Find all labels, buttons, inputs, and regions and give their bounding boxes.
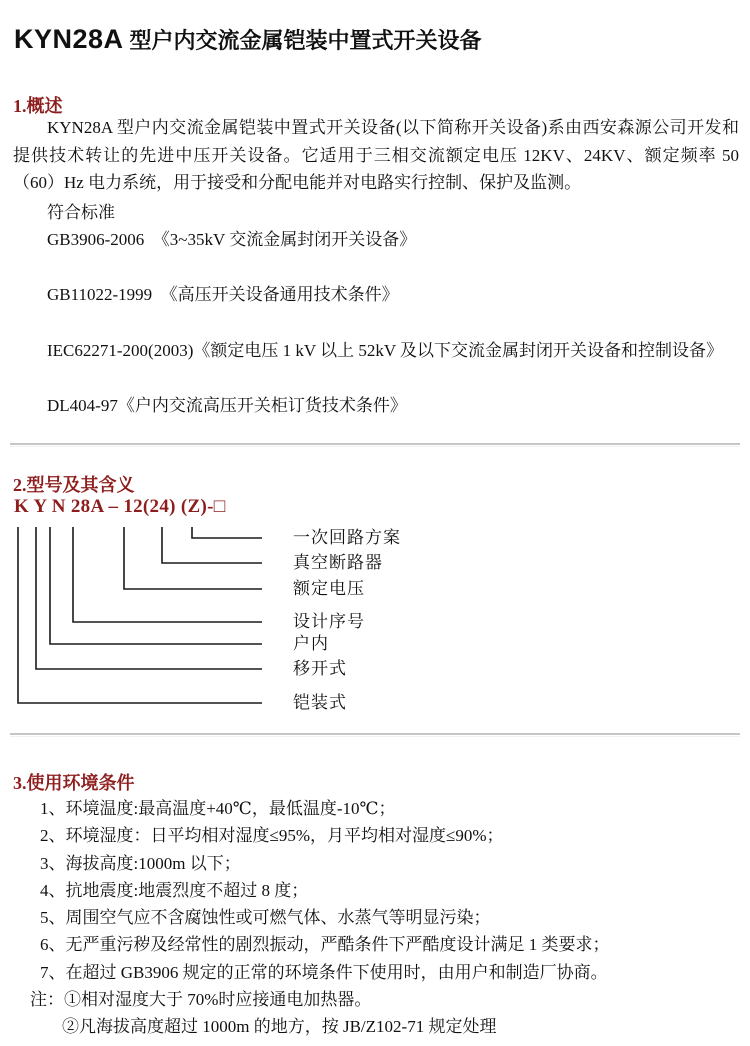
env-condition-item: 6、无严重污秽及经常性的剧烈振动，严酷条件下严酷度设计满足 1 类要求；: [40, 935, 610, 955]
diagram-connector: [162, 527, 262, 563]
standards-title: 符合标准: [47, 203, 115, 222]
diagram-label: 一次回路方案: [293, 528, 401, 547]
diagram-label: 铠装式: [293, 693, 347, 712]
section-divider: [10, 733, 740, 737]
diagram-label: 额定电压: [293, 579, 365, 598]
diagram-label: 真空断路器: [293, 553, 383, 572]
standard-item: GB11022-1999 《高压开关设备通用技术条件》: [47, 285, 399, 304]
standard-item: GB3906-2006 《3~35kV 交流金属封闭开关设备》: [47, 230, 417, 249]
page-title-model: KYN28A: [14, 24, 124, 54]
diagram-connector: [18, 527, 262, 703]
note-line: ②凡海拔高度超过 1000m 的地方，按 JB/Z102-71 规定处理: [62, 1017, 497, 1037]
diagram-connector: [124, 527, 262, 589]
diagram-connector: [50, 527, 262, 644]
env-condition-item: 7、在超过 GB3906 规定的正常的环境条件下使用时，由用户和制造厂协商。: [40, 962, 608, 982]
model-code: K Y N 28A – 12(24) (Z)-□: [14, 496, 226, 517]
model-meaning-diagram: [0, 527, 750, 717]
note-line: 注：①相对湿度大于 70%时应接通电加热器。: [30, 990, 372, 1010]
diagram-label: 户内: [293, 634, 329, 653]
section-3-heading: 3.使用环境条件: [13, 773, 135, 793]
standard-item: DL404-97《户内交流高压开关柜订货技术条件》: [47, 396, 407, 415]
section-1-heading: 1.概述: [13, 96, 63, 116]
environment-conditions-list: [0, 795, 750, 1041]
env-condition-item: 1、环境温度:最高温度+40℃，最低温度-10℃；: [40, 799, 396, 818]
standard-item: IEC62271-200(2003)《额定电压 1 kV 以上 52kV 及以下交流金属封闭开关设备和控制设备》: [47, 341, 724, 360]
diagram-label: 移开式: [293, 659, 347, 678]
env-condition-item: 3、海拔高度:1000m 以下；: [40, 853, 241, 873]
diagram-connector: [192, 527, 262, 538]
env-condition-item: 4、抗地震度:地震烈度不超过 8 度；: [40, 880, 309, 900]
section-2-heading: 2.型号及其含义: [13, 475, 135, 495]
env-condition-item: 2、环境湿度：日平均相对湿度≤95%，月平均相对湿度≤90%；: [40, 826, 504, 846]
page-title: [14, 22, 482, 60]
overview-paragraph: KYN28A 型户内交流金属铠装中置式开关设备(以下简称开关设备)系由西安森源公司开发和提供技术转让的先进中压开关设备。它适用于三相交流额定电压 12KV、24KV、额定频率 50（60）Hz 电力系统，用于接受和分配电能并对电路实行控制、保护及监测。: [13, 118, 739, 192]
diagram-connector: [36, 527, 262, 669]
env-condition-item: 5、周围空气应不含腐蚀性或可燃气体、水蒸气等明显污染；: [40, 908, 491, 928]
page-title-name: 型户内交流金属铠装中置式开关设备: [129, 28, 482, 53]
diagram-label: 设计序号: [293, 612, 365, 631]
diagram-connector: [73, 527, 262, 622]
section-divider: [10, 443, 740, 447]
